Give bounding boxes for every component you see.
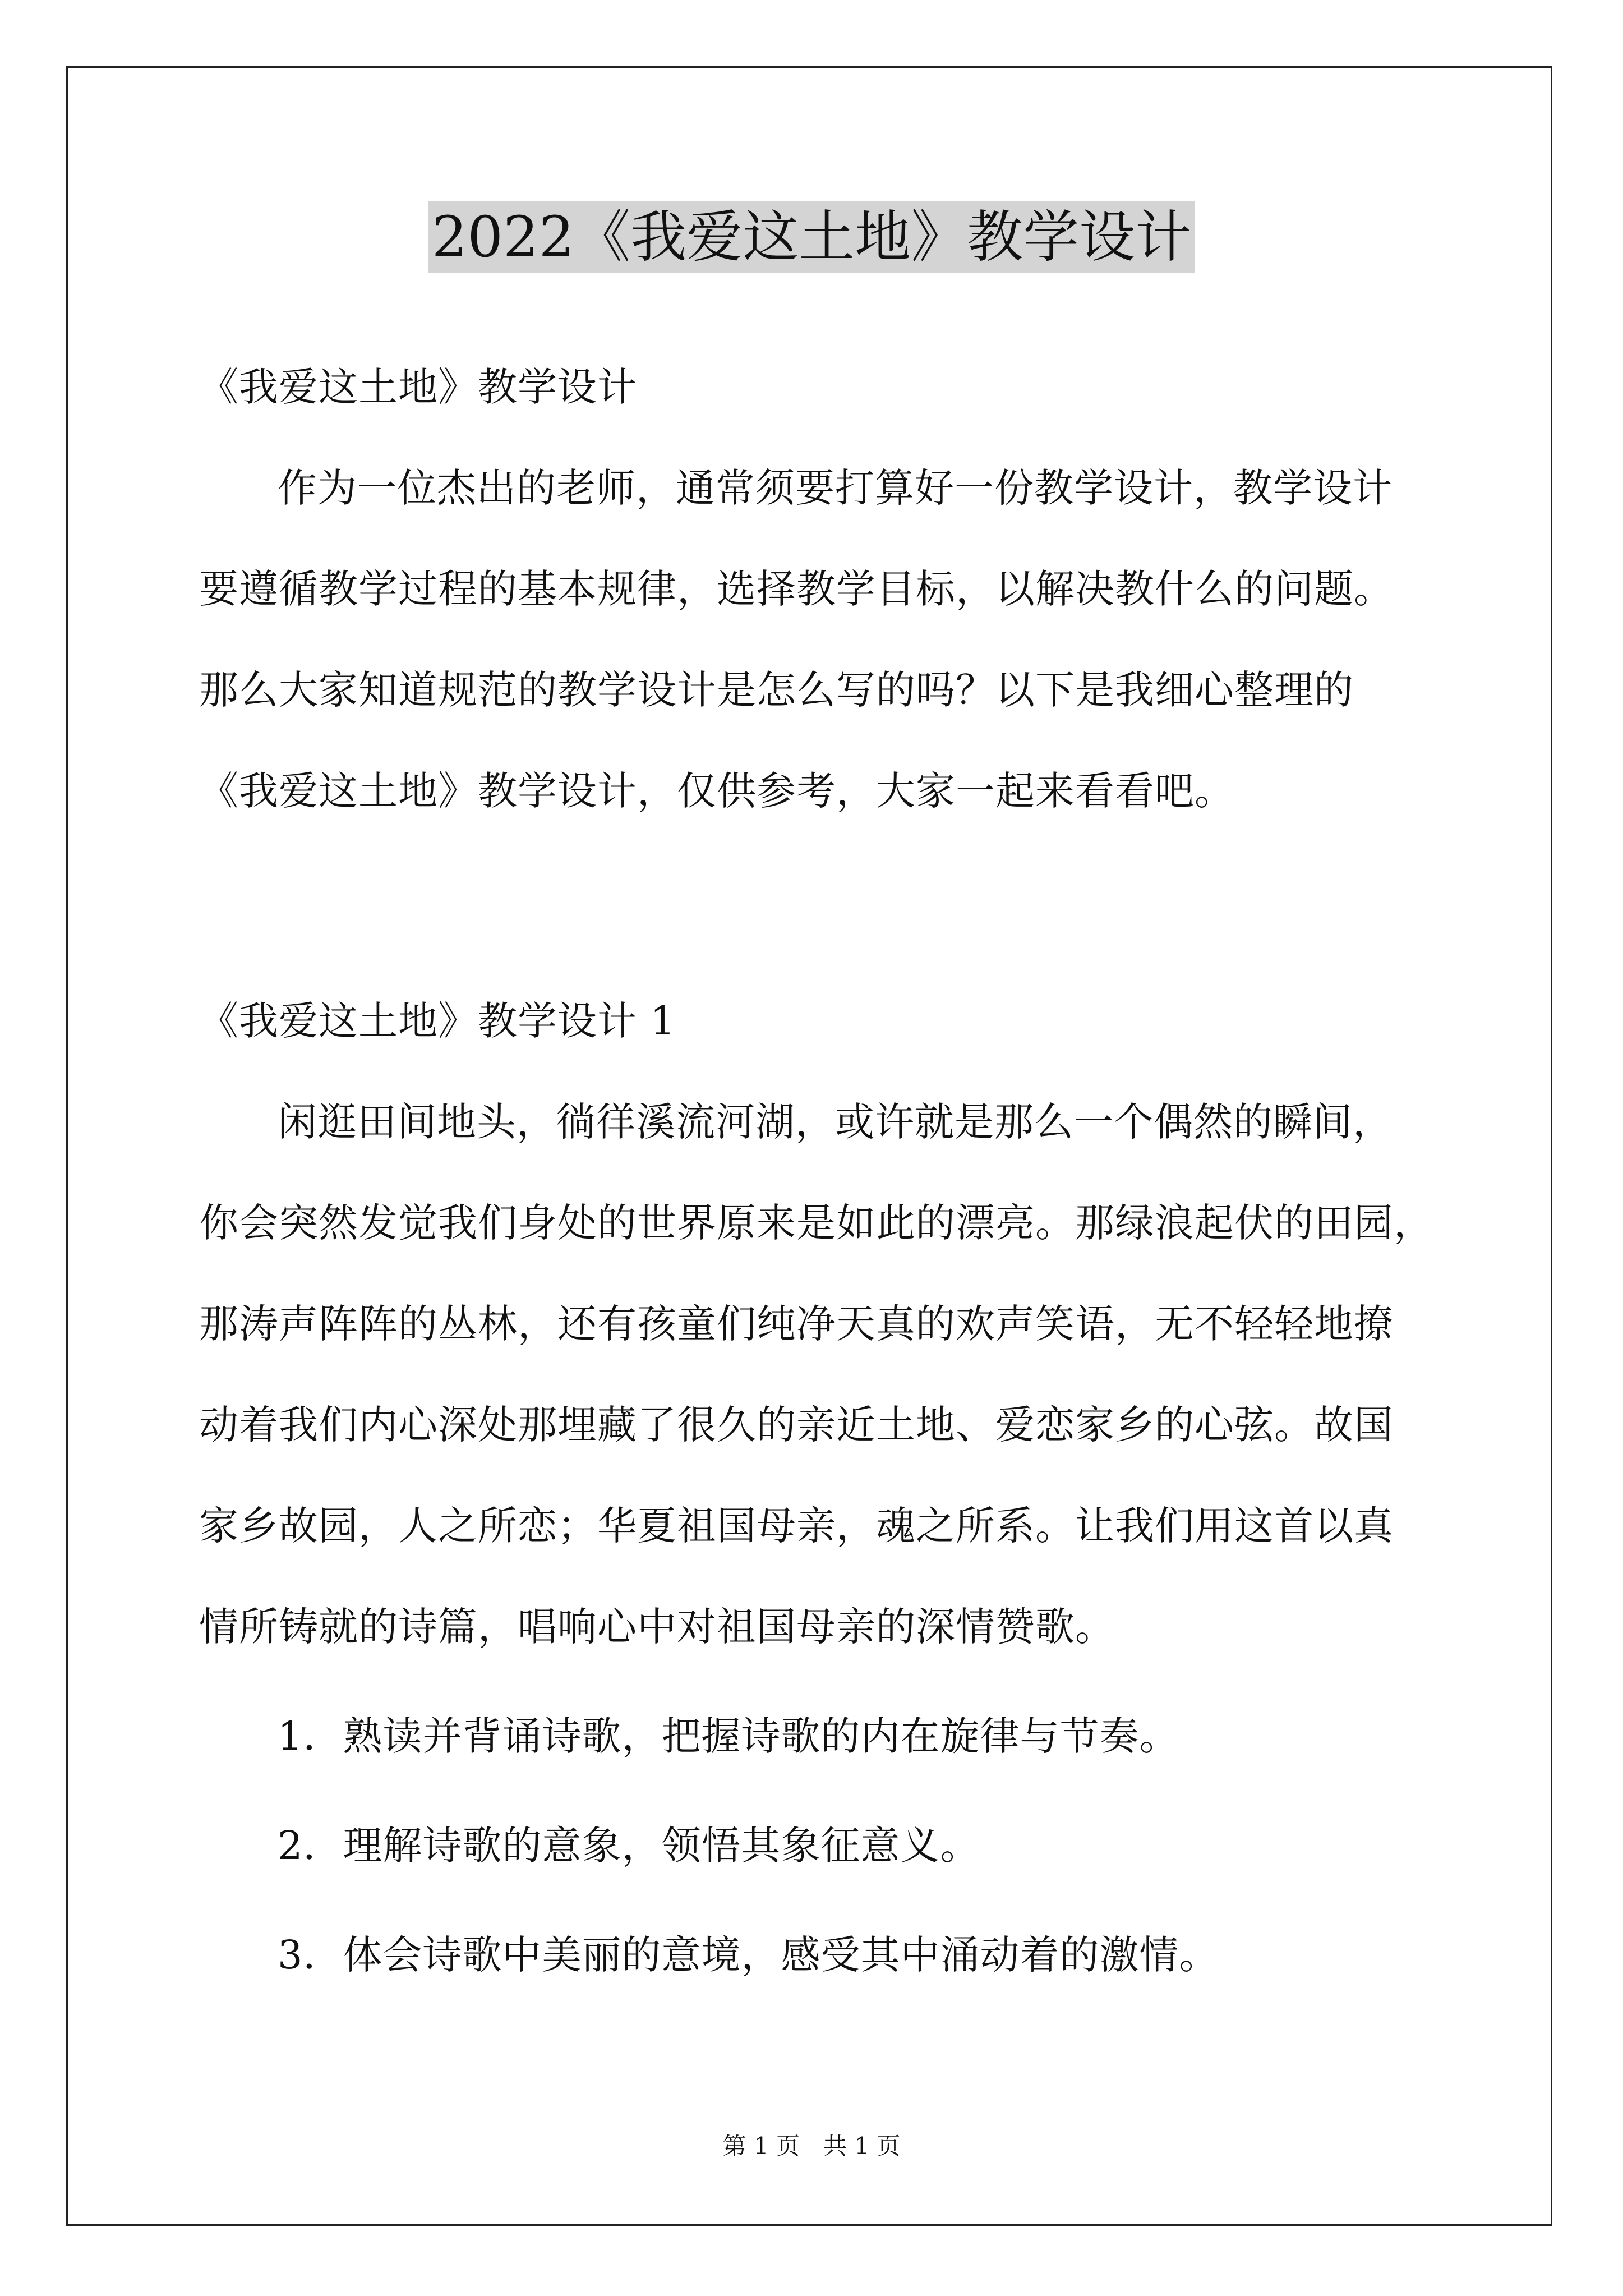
goal-item-1: 1．熟读并背诵诗歌，把握诗歌的内在旋律与节奏。	[278, 1713, 1179, 1759]
intro-heading: 《我爱这土地》教学设计	[199, 364, 637, 410]
intro-line-4: 《我爱这土地》教学设计，仅供参考，大家一起来看看吧。	[199, 768, 1234, 814]
section1-line-4: 动着我们内心深处那埋藏了很久的亲近土地、爱恋家乡的心弦。故国	[199, 1402, 1394, 1448]
intro-line-1: 作为一位杰出的老师，通常须要打算好一份教学设计，教学设计	[278, 465, 1393, 511]
section1-line-6: 情所铸就的诗篇，唱响心中对祖国母亲的深情赞歌。	[199, 1604, 1115, 1650]
goal-item-2: 2．理解诗歌的意象，领悟其象征意义。	[278, 1823, 980, 1869]
section1-heading: 《我爱这土地》教学设计 1	[199, 998, 676, 1044]
title-text: 2022《我爱这土地》教学设计	[428, 201, 1195, 273]
page-footer: 第 1 页 共 1 页	[722, 2132, 901, 2160]
section1-line-3: 那涛声阵阵的丛林，还有孩童们纯净天真的欢声笑语，无不轻轻地撩	[199, 1301, 1394, 1347]
document-title	[0, 201, 1623, 274]
intro-line-2: 要遵循教学过程的基本规律，选择教学目标，以解决教什么的问题。	[199, 566, 1394, 612]
section1-line-2: 你会突然发觉我们身处的世界原来是如此的漂亮。那绿浪起伏的田园，	[199, 1200, 1433, 1246]
goal-item-3: 3．体会诗歌中美丽的意境，感受其中涌动着的激情。	[278, 1932, 1219, 1978]
intro-line-3: 那么大家知道规范的教学设计是怎么写的吗？以下是我细心整理的	[199, 667, 1354, 713]
section1-line-5: 家乡故园，人之所恋；华夏祖国母亲，魂之所系。让我们用这首以真	[199, 1503, 1394, 1549]
section1-line-1: 闲逛田间地头，徜徉溪流河湖，或许就是那么一个偶然的瞬间，	[278, 1099, 1393, 1145]
